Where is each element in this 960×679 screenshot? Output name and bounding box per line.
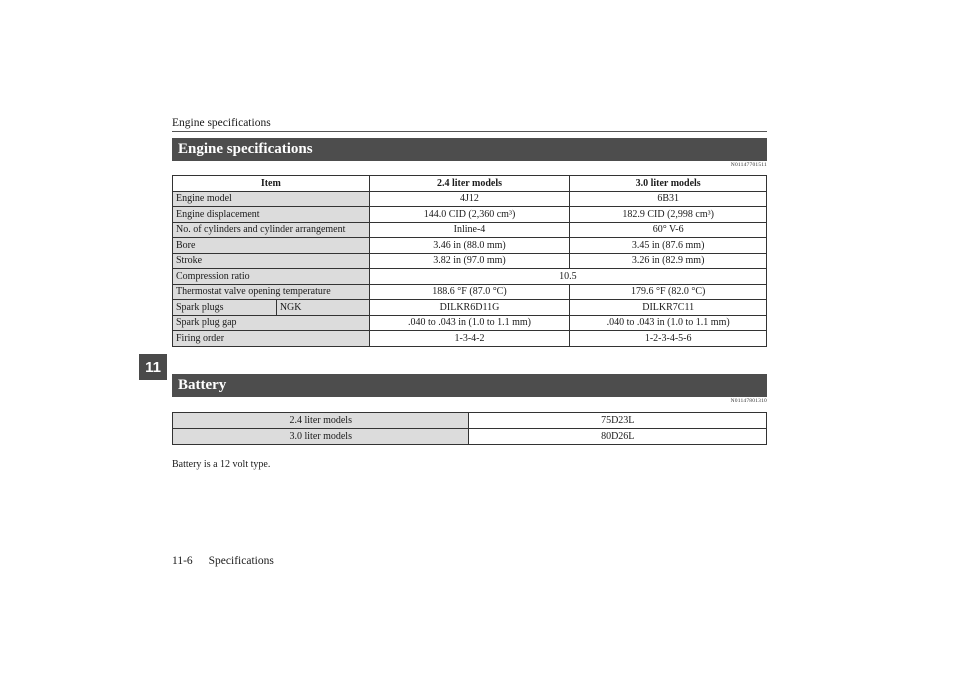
column-header-30: 3.0 liter models [570,176,767,192]
cell-30: 60° V-6 [570,222,767,238]
table-row [173,284,767,300]
row-label: Spark plugs [173,300,277,316]
table-row [173,429,767,445]
cell-24: 1-3-4-2 [369,331,570,347]
row-label: Spark plug gap [173,315,370,331]
row-label: Engine displacement [173,207,370,223]
cell-30: DILKR7C11 [570,300,767,316]
battery-section-title: Battery [172,374,767,397]
cell-30: .040 to .043 in (1.0 to 1.1 mm) [570,315,767,331]
battery-note: Battery is a 12 volt type. [172,459,271,470]
chapter-tab: 11 [139,354,167,380]
cell-value: 75D23L [469,413,767,429]
table-header-row [173,176,767,192]
row-label: Engine model [173,191,370,207]
table-row [173,331,767,347]
row-label: Firing order [173,331,370,347]
row-label: Bore [173,238,370,254]
table-row [173,315,767,331]
battery-section-code: N01147801310 [730,398,767,404]
cell-30: 182.9 CID (2,998 cm³) [570,207,767,223]
table-row [173,269,767,285]
page-number: 11-6 [172,555,193,567]
chapter-name: Specifications [208,555,274,567]
table-row [173,207,767,223]
row-label: Compression ratio [173,269,370,285]
cell-30: 3.45 in (87.6 mm) [570,238,767,254]
row-label: No. of cylinders and cylinder arrangement [173,222,370,238]
cell-24: DILKR6D11G [369,300,570,316]
table-row [173,238,767,254]
cell-24: 188.6 °F (87.0 °C) [369,284,570,300]
header-rule [172,131,767,132]
page-footer [172,555,290,567]
row-label: 3.0 liter models [173,429,469,445]
cell-24: Inline-4 [369,222,570,238]
cell-30: 1-2-3-4-5-6 [570,331,767,347]
row-sublabel: NGK [276,300,369,316]
engine-spec-table [172,175,767,347]
engine-section-code: N01147701511 [730,162,767,168]
cell-24: .040 to .043 in (1.0 to 1.1 mm) [369,315,570,331]
row-label: 2.4 liter models [173,413,469,429]
cell-shared: 10.5 [369,269,766,285]
battery-table [172,412,767,445]
cell-24: 144.0 CID (2,360 cm³) [369,207,570,223]
row-label: Stroke [173,253,370,269]
table-row [173,253,767,269]
row-label: Thermostat valve opening temperature [173,284,370,300]
cell-24: 3.82 in (97.0 mm) [369,253,570,269]
cell-30: 179.6 °F (82.0 °C) [570,284,767,300]
cell-24: 4J12 [369,191,570,207]
column-header-24: 2.4 liter models [369,176,570,192]
table-row [173,413,767,429]
running-title: Engine specifications [172,117,271,129]
cell-30: 3.26 in (82.9 mm) [570,253,767,269]
engine-section-title: Engine specifications [172,138,767,161]
table-row [173,300,767,316]
cell-value: 80D26L [469,429,767,445]
column-header-item: Item [173,176,370,192]
cell-24: 3.46 in (88.0 mm) [369,238,570,254]
table-row [173,222,767,238]
table-row [173,191,767,207]
cell-30: 6B31 [570,191,767,207]
